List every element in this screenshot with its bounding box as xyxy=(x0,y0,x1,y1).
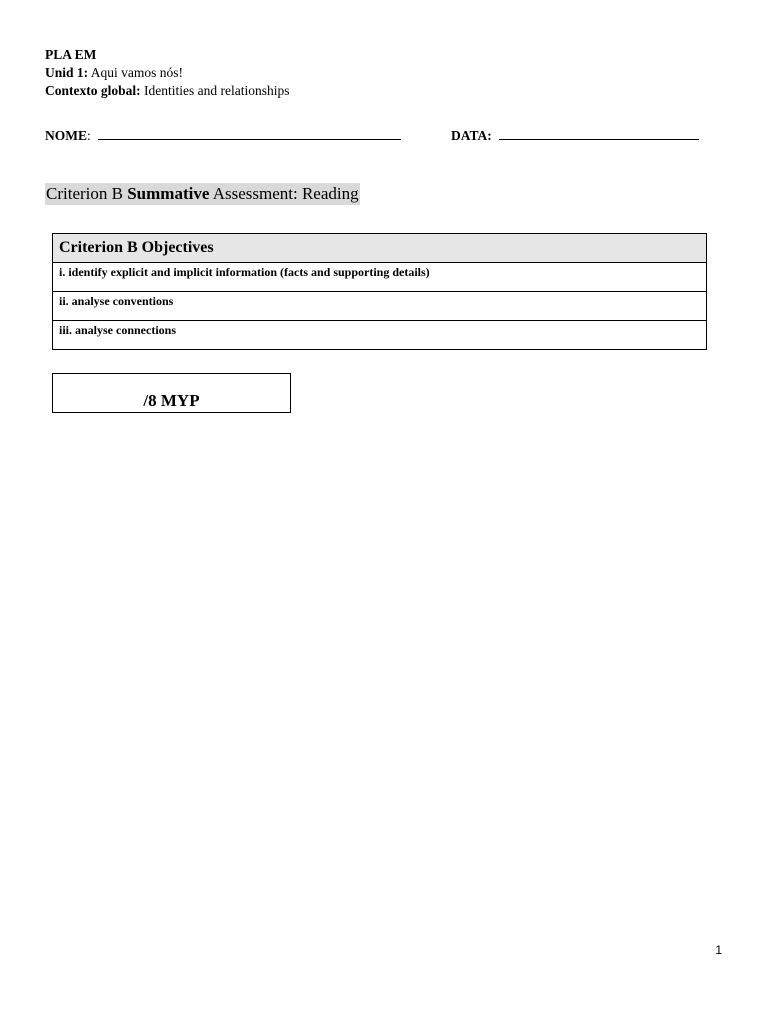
date-field[interactable] xyxy=(451,127,699,144)
assessment-title-prefix: Criterion B xyxy=(46,184,123,203)
name-label: NOME xyxy=(45,128,87,143)
document-header xyxy=(45,46,289,100)
objective-item-2: ii. analyse conventions xyxy=(53,292,707,321)
global-context-label: Contexto global: xyxy=(45,83,141,98)
objectives-title: Criterion B Objectives xyxy=(53,234,707,263)
unit-line xyxy=(45,64,289,82)
page-number: 1 xyxy=(715,943,722,957)
objective-row xyxy=(53,321,707,350)
name-field[interactable] xyxy=(45,127,401,144)
objectives-table xyxy=(52,233,707,350)
name-blank-line[interactable] xyxy=(98,127,401,140)
global-context-line xyxy=(45,82,289,100)
course-line xyxy=(45,46,289,64)
assessment-title-bold: Summative xyxy=(127,184,210,203)
objectives-header-row xyxy=(53,234,707,263)
unit-value: Aqui vamos nós! xyxy=(90,65,184,80)
score-label: /8 MYP xyxy=(143,391,200,410)
assessment-title-suffix: Assessment: Reading xyxy=(212,184,359,203)
assessment-title xyxy=(45,183,360,205)
name-colon: : xyxy=(87,128,91,143)
unit-label: Unid 1: xyxy=(45,65,89,80)
objective-item-3: iii. analyse connections xyxy=(53,321,707,350)
objective-row xyxy=(53,263,707,292)
date-blank-line[interactable] xyxy=(499,127,699,140)
global-context-value: Identities and relationships xyxy=(144,83,290,98)
objective-row xyxy=(53,292,707,321)
objective-item-1: i. identify explicit and implicit information (facts and supporting details) xyxy=(53,263,707,292)
course-name: PLA EM xyxy=(45,47,97,62)
date-label: DATA: xyxy=(451,128,492,143)
score-box xyxy=(52,373,291,413)
